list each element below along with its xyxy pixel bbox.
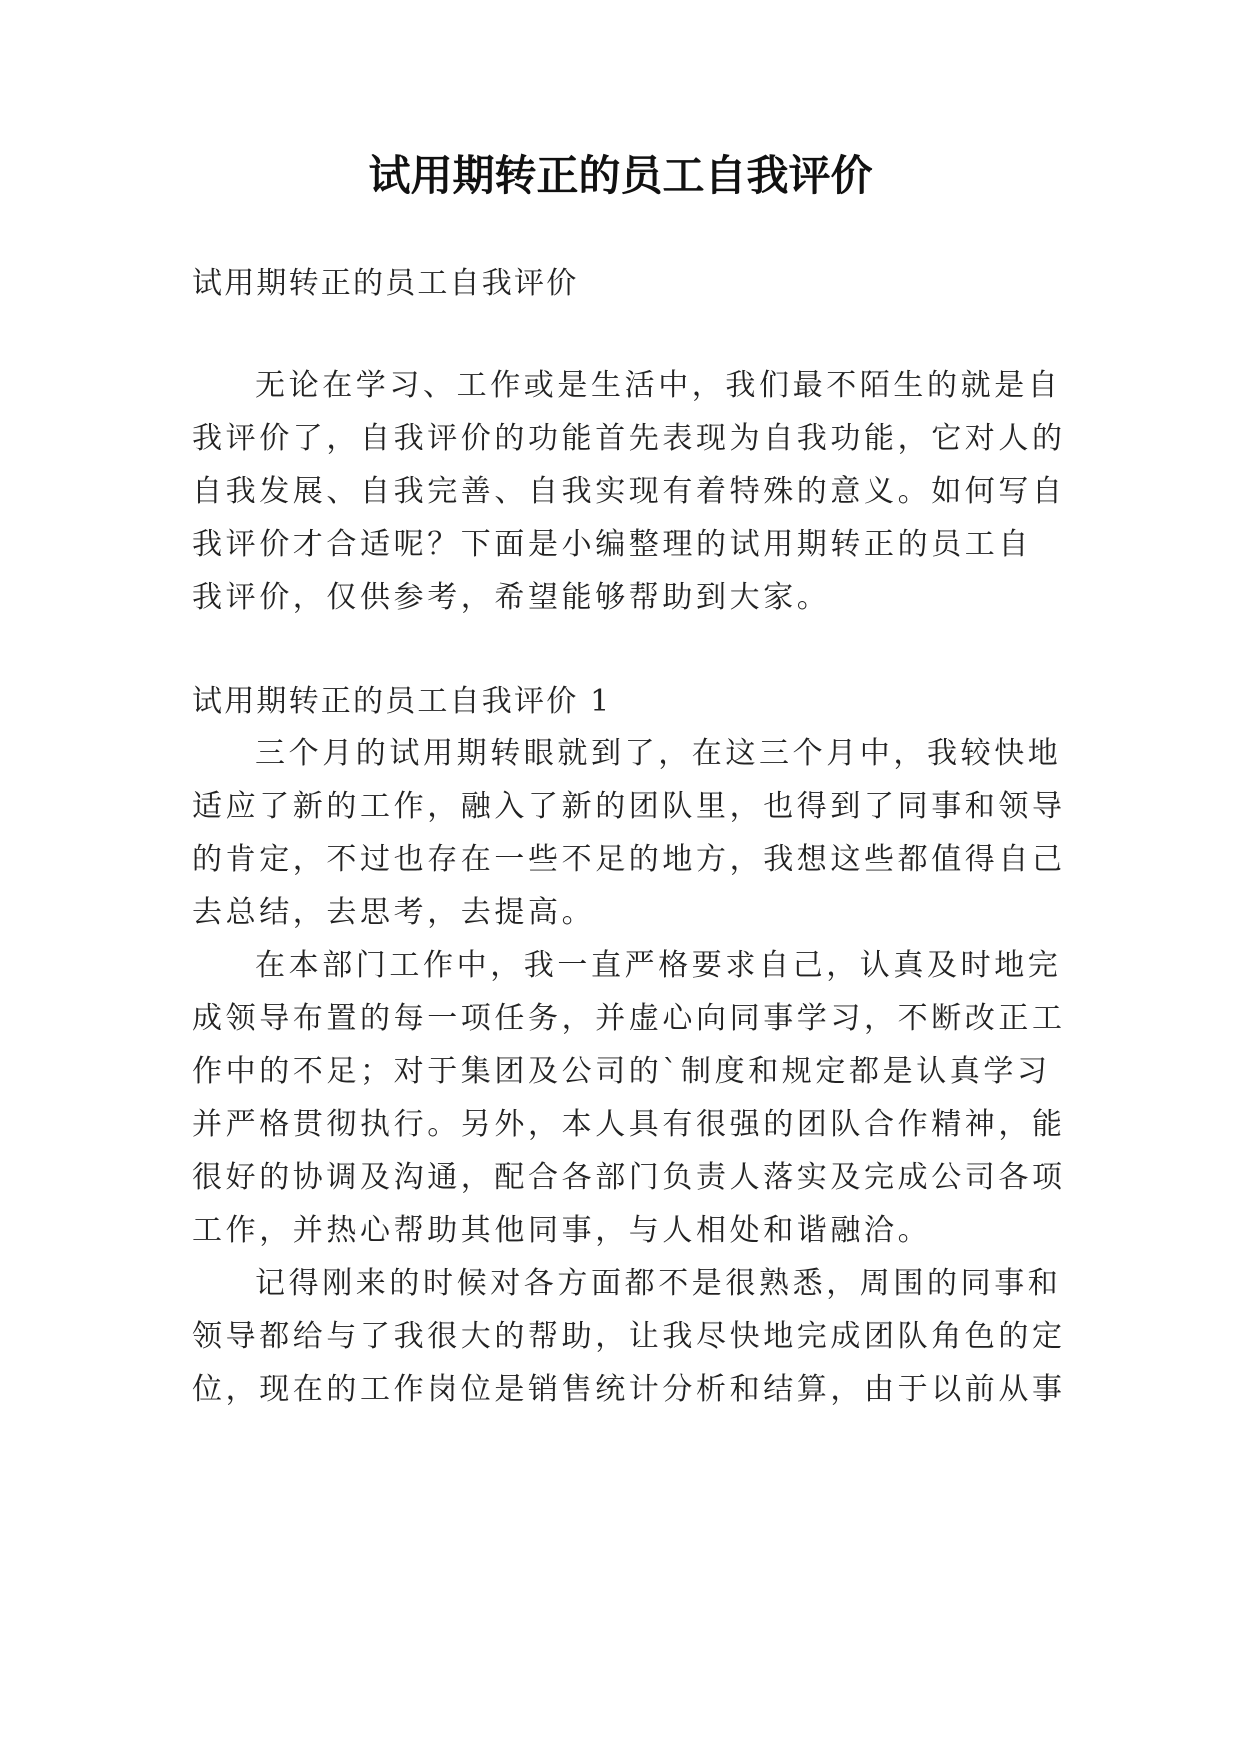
paragraph-line: 在本部门工作中，我一直严格要求自己，认真及时地完 xyxy=(255,948,1062,983)
paragraph-line: 适应了新的工作，融入了新的团队里，也得到了同事和领导 xyxy=(192,789,1066,824)
intro-line: 我评价了，自我评价的功能首先表现为自我功能，它对人的 xyxy=(192,421,1066,456)
paragraph-line: 的肯定，不过也存在一些不足的地方，我想这些都值得自己 xyxy=(192,842,1066,877)
paragraph-line: 作中的不足；对于集团及公司的`制度和规定都是认真学习 xyxy=(192,1054,1051,1089)
paragraph-line: 并严格贯彻执行。另外，本人具有很强的团队合作精神，能 xyxy=(192,1107,1066,1142)
paragraph-line: 三个月的试用期转眼就到了，在这三个月中，我较快地 xyxy=(255,736,1062,771)
paragraph-line: 领导都给与了我很大的帮助，让我尽快地完成团队角色的定 xyxy=(192,1319,1066,1354)
paragraph-line: 位，现在的工作岗位是销售统计分析和结算，由于以前从事 xyxy=(192,1372,1066,1407)
document-title: 试用期转正的员工自我评价 xyxy=(368,151,873,200)
paragraph-line: 记得刚来的时候对各方面都不是很熟悉，周围的同事和 xyxy=(255,1266,1062,1301)
paragraph-line: 成领导布置的每一项任务，并虚心向同事学习，不断改正工 xyxy=(192,1001,1066,1036)
paragraph-line: 去总结，去思考，去提高。 xyxy=(192,895,596,930)
intro-line: 我评价，仅供参考，希望能够帮助到大家。 xyxy=(192,580,831,615)
section-heading: 试用期转正的员工自我评价 1 xyxy=(192,684,612,719)
document-subtitle: 试用期转正的员工自我评价 xyxy=(192,266,579,301)
paragraph-line: 工作，并热心帮助其他同事，与人相处和谐融洽。 xyxy=(192,1213,932,1248)
intro-line: 无论在学习、工作或是生活中，我们最不陌生的就是自 xyxy=(255,368,1062,403)
intro-line: 我评价才合适呢？下面是小编整理的试用期转正的员工自 xyxy=(192,527,1032,562)
paragraph-line: 很好的协调及沟通，配合各部门负责人落实及完成公司各项 xyxy=(192,1160,1066,1195)
intro-line: 自我发展、自我完善、自我实现有着特殊的意义。如何写自 xyxy=(192,474,1066,509)
